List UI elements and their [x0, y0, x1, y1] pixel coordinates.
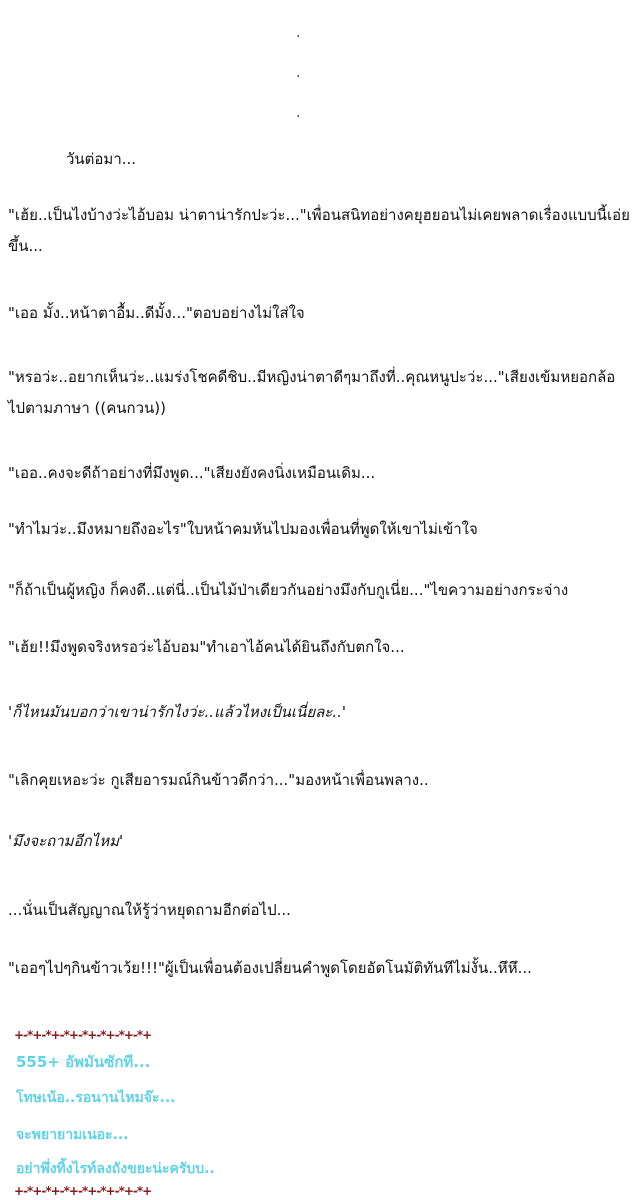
story-thought: 'มึงจะถามอีกไหม' [8, 832, 124, 850]
story-paragraph: "เลิกคุยเหอะว่ะ กูเสียอารมณ์กินข้าวดีกว่า..."มองหน้าเพื่อนพลาง.. [8, 771, 429, 789]
ellipsis-dot: . [296, 65, 301, 81]
story-paragraph: "ทำไมว่ะ..มึงหมายถึงอะไร"ใบหน้าคมหันไปมองเพื่อนที่พูดให้เขาไม่เข้าใจ [8, 520, 478, 538]
story-paragraph: "เออ มั้ง..หน้าตาอื้ม..ดีมั้ง..."ตอบอย่างไม่ใส่ใจ [8, 304, 305, 322]
author-note: โทษเน้อ..รอนานไหมจ๊ะ... [16, 1090, 176, 1106]
author-note: 555+ อัพมันซักที... [16, 1053, 151, 1071]
author-note: อย่าพึ่งทิ้งไรท์ลงถังขยะน่ะครับบ.. [16, 1161, 215, 1177]
ellipsis-dot: . [296, 105, 301, 121]
story-paragraph: "ก็ถ้าเป็นผู้หญิง ก็คงดี..แต่นี่..เป็นไม้ป่าเดียวกันอย่างมึงกับกูเนี่ย..."ไขความอย่างกระจ่าง [8, 581, 569, 599]
story-thought: 'ก็ไหนมันบอกว่าเขาน่ารักไงว่ะ..แล้วไหงเป็นเนี่ยละ..' [8, 703, 347, 721]
story-paragraph: ...นั่นเป็นสัญญาณให้รู้ว่าหยุดถามอีกต่อไป... [8, 901, 291, 919]
ellipsis-dot: . [296, 25, 301, 41]
story-paragraph: "หรอว่ะ..อยากเห็นว่ะ..แมร่งโชคดีชิบ..มีหญิงน่าตาดีๆมาถึงที่..คุณหนูปะว่ะ..."เสียงเข้มหยอกล้อไปตามภาษา ((คนกวน)) [8, 368, 616, 417]
story-paragraph: วันต่อมา... [66, 150, 137, 168]
story-paragraph: "เฮ้ย..เป็นไงบ้างว่ะไอ้บอม น่าตาน่ารักปะว่ะ..."เพื่อนสนิทอย่างคยุฮยอนไม่เคยพลาดเรื่องแบบนี้เอ่ยขึ้น... [8, 206, 630, 255]
decorative-divider: +-*+-*+-*+-*+-*+-*+-*+ [14, 1028, 152, 1042]
decorative-divider: +-*+-*+-*+-*+-*+-*+-*+ [14, 1184, 152, 1198]
author-note: จะพยายามเนอะ... [16, 1127, 129, 1143]
story-paragraph: "เฮ้ย!!มึงพูดจริงหรอว่ะไอ้บอม"ทำเอาไอ้คนได้ยินถึงกับตกใจ... [8, 638, 405, 656]
story-paragraph: "เออๆไปๆกินข้าวเว้ย!!!"ผู้เป็นเพื่อนต้องเปลี่ยนคำพูดโดยอัตโนมัติทันทีไม่งั้น..หึหึ... [8, 959, 532, 977]
story-paragraph: "เออ..คงจะดีถ้าอย่างที่มึงพูด..."เสียงยังคงนิ่งเหมือนเดิม... [8, 464, 376, 482]
